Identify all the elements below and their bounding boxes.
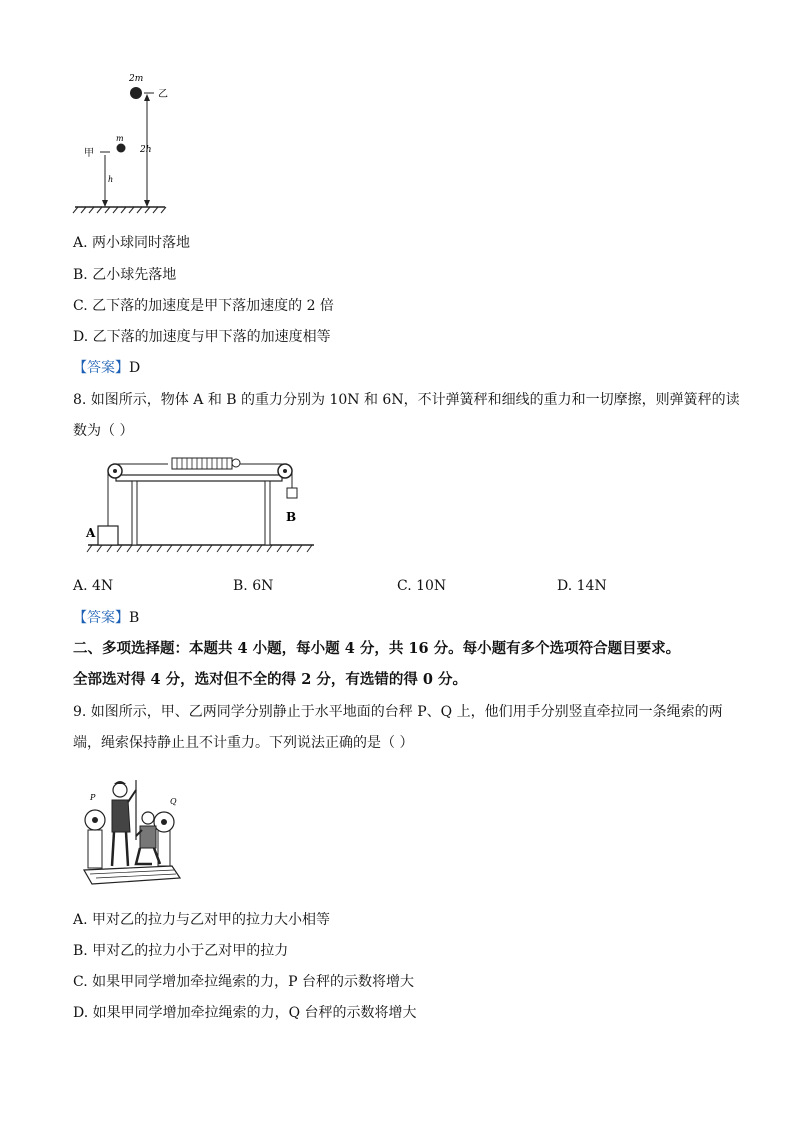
label-jia: 甲 <box>84 148 94 159</box>
q7-answer <box>73 358 140 378</box>
q8-option-d: D. 14N <box>557 578 607 594</box>
q8-stem-line2: 数为（ ） <box>73 423 134 439</box>
answer-label: 【答案】 <box>73 360 129 376</box>
q7-option-d: D. 乙下落的加速度与甲下落的加速度相等 <box>73 329 331 345</box>
falling-balls-figure <box>70 70 170 215</box>
q8-option-b: B. 6N <box>233 578 274 594</box>
section2-heading-line2: 全部选对得 4 分，选对但不全的得 2 分，有选错的得 0 分。 <box>73 671 468 688</box>
label-a: A <box>86 526 96 540</box>
q8-option-c: C. 10N <box>397 578 447 594</box>
answer-label: 【答案】 <box>73 610 129 626</box>
q8-stem-line1: 8. 如图所示，物体 A 和 B 的重力分别为 10N 和 6N，不计弹簧秤和细线的重力和一切摩擦，则弹簧秤的读 <box>73 392 740 408</box>
label-q: Q <box>170 797 177 806</box>
section2-heading-line1: 二、多项选择题：本题共 4 小题，每小题 4 分，共 16 分。每小题有多个选项符合题目要求。 <box>73 640 681 657</box>
answer-value: B <box>129 610 140 626</box>
q9-stem-line1: 9. 如图所示，甲、乙两同学分别静止于水平地面的台秤 P、Q 上，他们用手分别竖直牵拉同一条绳索的两 <box>73 704 723 720</box>
label-h: h <box>108 175 114 184</box>
q9-option-b: B. 甲对乙的拉力小于乙对甲的拉力 <box>73 943 289 959</box>
q9-option-c: C. 如果甲同学增加牵拉绳索的力，P 台秤的示数将增大 <box>73 974 414 990</box>
label-p: P <box>90 793 96 802</box>
label-m: m <box>116 134 124 143</box>
label-2h: 2h <box>140 145 152 155</box>
q7-option-c: C. 乙下落的加速度是甲下落加速度的 2 倍 <box>73 298 334 314</box>
label-b: B <box>286 510 297 524</box>
pulley-table-figure <box>82 455 317 555</box>
q9-option-d: D. 如果甲同学增加牵拉绳索的力，Q 台秤的示数将增大 <box>73 1005 417 1021</box>
q7-option-a: A. 两小球同时落地 <box>73 235 191 251</box>
tug-scales-figure <box>76 770 186 888</box>
q7-option-b: B. 乙小球先落地 <box>73 267 177 283</box>
q8-answer <box>73 608 139 628</box>
answer-value: D <box>129 360 141 376</box>
q9-stem-line2: 端，绳索保持静止且不计重力。下列说法正确的是（ ） <box>73 735 414 751</box>
label-yi: 乙 <box>158 89 168 100</box>
q8-option-a: A. 4N <box>73 578 114 594</box>
label-2m: 2m <box>129 74 144 84</box>
q9-option-a: A. 甲对乙的拉力与乙对甲的拉力大小相等 <box>73 912 331 928</box>
